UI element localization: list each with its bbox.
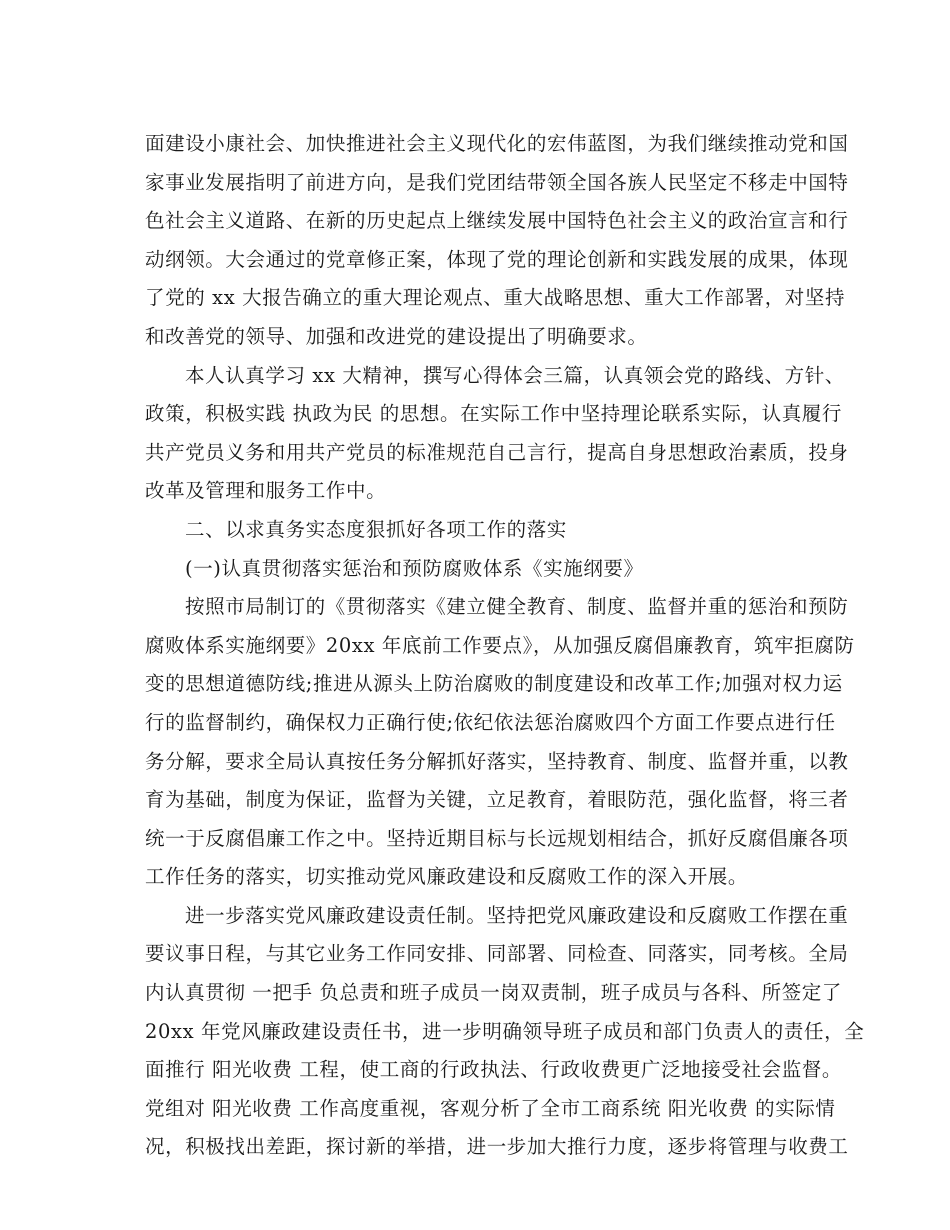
text-line: 要议事日程，与其它业务工作同安排、同部署、同检查、同落实，同考核。全局 (145, 942, 849, 966)
text-line: 了党的 xx 大报告确立的重大理论观点、重大战略思想、重大工作部署，对坚持 (145, 286, 846, 310)
text-line: 务分解，要求全局认真按任务分解抓好落实，坚持教育、制度、监督并重，以教 (145, 749, 849, 773)
subsection-heading: (一)认真贯彻落实惩治和预防腐败体系《实施纲要》 (185, 556, 644, 580)
text-line: 家事业发展指明了前进方向，是我们党团结带领全国各族人民坚定不移走中国特 (145, 170, 849, 194)
text-line: 共产党员义务和用共产党员的标准规范自己言行，提高自身思想政治素质，投身 (145, 440, 849, 464)
text-line: 工作任务的落实，切实推动党风廉政建设和反腐败工作的深入开展。 (145, 865, 749, 889)
text-line: 色社会主义道路、在新的历史起点上继续发展中国特色社会主义的政治宣言和行 (145, 209, 849, 233)
paragraph-first-line: 按照市局制订的《贯彻落实《建立健全教育、制度、监督并重的惩治和预防 (185, 595, 849, 619)
paragraph-first-line: 本人认真学习 xx 大精神，撰写心得体会三篇，认真领会党的路线、方针、 (185, 363, 845, 387)
document-body (145, 125, 865, 1167)
text-line: 改革及管理和服务工作中。 (145, 479, 387, 503)
paragraph-first-line: 进一步落实党风廉政建设责任制。坚持把党风廉政建设和反腐败工作摆在重 (185, 903, 849, 927)
text-line: 面推行 阳光收费 工程，使工商的行政执法、行政收费更广泛地接受社会监督。 (145, 1058, 842, 1082)
text-line: 统一于反腐倡廉工作之中。坚持近期目标与长远规划相结合，抓好反腐倡廉各项 (145, 826, 849, 850)
text-line: 面建设小康社会、加快推进社会主义现代化的宏伟蓝图，为我们继续推动党和国 (145, 132, 849, 155)
text-line: 腐败体系实施纲要》20xx 年底前工作要点》，从加强反腐倡廉教育，筑牢拒腐防 (145, 633, 855, 657)
text-line: 变的思想道德防线;推进从源头上防治腐败的制度建设和改革工作;加强对权力运 (145, 672, 843, 696)
section-heading: 二、以求真务实态度狠抓好各项工作的落实 (185, 517, 567, 541)
text-line: 况，积极找出差距，探讨新的举措，进一步加大推行力度，逐步将管理与收费工 (145, 1135, 849, 1159)
text-line: 政策，积极实践 执政为民 的思想。在实际工作中坚持理论联系实际，认真履行 (145, 402, 842, 426)
text-line: 行的监督制约，确保权力正确行使;依纪依法惩治腐败四个方面工作要点进行任 (145, 710, 836, 734)
text-line: 20xx 年党风廉政建设责任书，进一步明确领导班子成员和部门负责人的责任，全 (145, 1019, 865, 1043)
text-line: 内认真贯彻 一把手 负总责和班子成员一岗双责制，班子成员与各科、所签定了 (145, 981, 842, 1005)
text-line: 党组对 阳光收费 工作高度重视，客观分析了全市工商系统 阳光收费 的实际情 (145, 1096, 836, 1120)
text-line: 和改善党的领导、加强和改进党的建设提出了明确要求。 (145, 324, 648, 348)
text-line: 动纲领。大会通过的党章修正案，体现了党的理论创新和实践发展的成果，体现 (145, 247, 849, 271)
text-line: 育为基础，制度为保证，监督为关键，立足教育，着眼防范，强化监督，将三者 (145, 788, 849, 812)
